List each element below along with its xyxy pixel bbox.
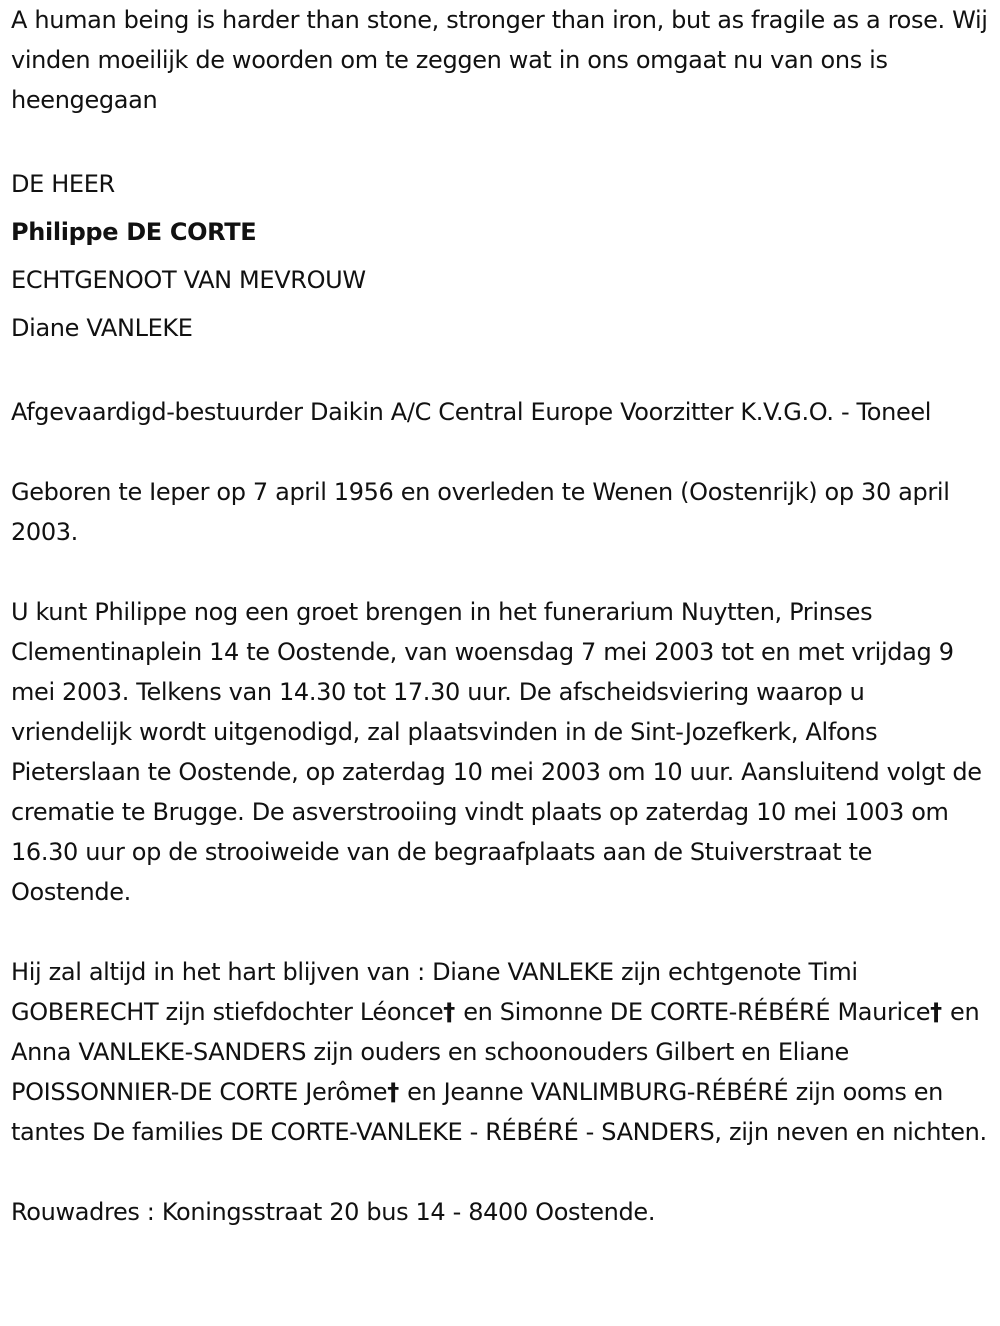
mourning-address: Rouwadres : Koningsstraat 20 bus 14 - 8400 Oostende.: [11, 1198, 656, 1226]
family-text-part: en Jeanne VANLIMBURG-RÉBÉRÉ zijn ooms en tantes De families DE CORTE-VANLEKE - RÉBÉRÉ - SANDERS, zijn neven en nichten.: [11, 1078, 987, 1146]
birth-death-text: Geboren te Ieper op 7 april 1956 en overleden te Wenen (Oostenrijk) op 30 april 2003.: [11, 478, 950, 546]
spacer: [11, 432, 991, 472]
family-text-part: en Simonne DE CORTE-RÉBÉRÉ Maurice: [455, 998, 931, 1026]
opening-quote: A human being is harder than stone, stronger than iron, but as fragile as a rose. Wij vinden moeilijk de woorden om te zeggen wat in ons omgaat nu van ons is heengegaan: [11, 6, 988, 114]
obituary-document: [11, 0, 991, 1232]
cross-icon: †: [387, 1078, 399, 1106]
deceased-name: Philippe DE CORTE: [11, 218, 257, 246]
ceremony-text: U kunt Philippe nog een groet brengen in het funerarium Nuytten, Prinses Clementinaplein 14 te Oostende, van woensdag 7 mei 2003 tot en met vrijdag 9 mei 2003. Telkens van 14.30 tot 17.30 uur. De afscheidsviering waarop u vriendelijk wordt uitgenodigd, zal plaatsvinden in de Sint-Jozefkerk, Alfons Pieterslaan te Oostende, op zaterdag 10 mei 2003 om 10 uur. Aansluitend volgt de crematie te Brugge. De asverstrooiing vindt plaats op zaterdag 10 mei 1003 om 16.30 uur op de strooiweide van de begraafplaats aan de Stuiverstraat te Oostende.: [11, 598, 982, 906]
spacer: [11, 912, 991, 952]
title-de-heer: DE HEER: [11, 170, 115, 198]
spouse-name: Diane VANLEKE: [11, 314, 193, 342]
family-text: [11, 952, 991, 1152]
family-text-part: en Anna VANLEKE-SANDERS zijn ouders en schoonouders Gilbert en Eliane POISSONNIER-DE CORTE Jerôme: [11, 998, 980, 1106]
spouse-relation: ECHTGENOOT VAN MEVROUW: [11, 266, 366, 294]
family-text-part: Hij zal altijd in het hart blijven van : Diane VANLEKE zijn echtgenote Timi GOBERECHT zijn stiefdochter Léonce: [11, 958, 858, 1026]
spacer: [11, 1152, 991, 1192]
spacer: [11, 552, 991, 592]
spacer: [11, 352, 991, 392]
occupation-text: Afgevaardigd-bestuurder Daikin A/C Central Europe Voorzitter K.V.G.O. - Toneel: [11, 398, 932, 426]
spacer: [11, 120, 991, 160]
cross-icon: †: [443, 998, 455, 1026]
cross-icon: †: [930, 998, 942, 1026]
